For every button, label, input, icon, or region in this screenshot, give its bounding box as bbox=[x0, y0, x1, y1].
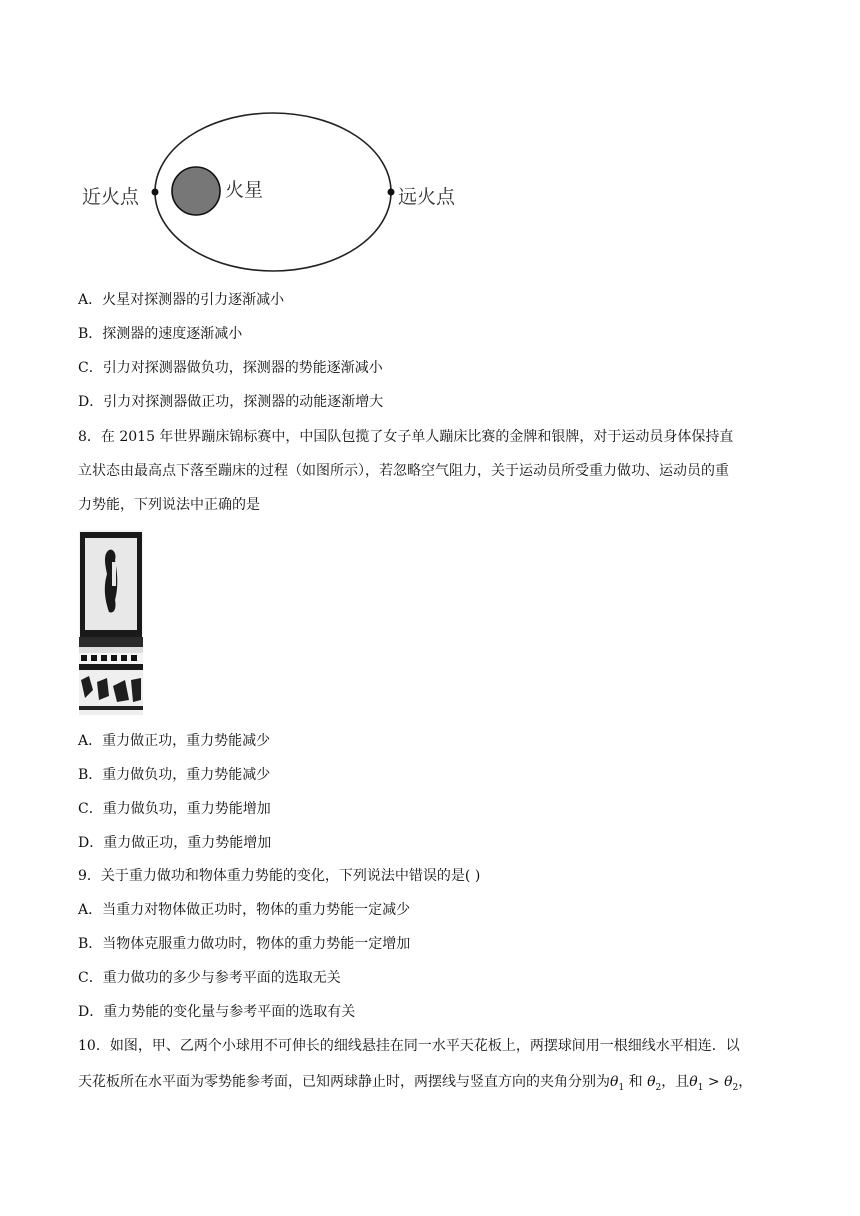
q10-stem-line-1: 10．如图，甲、乙两个小球用不可伸长的细线悬挂在同一水平天花板上，两摆球间用一根细线水平相连．以 bbox=[78, 1038, 740, 1054]
q7-option-c: C．引力对探测器做负功，探测器的势能逐渐减小 bbox=[78, 360, 383, 376]
theta-2-compare: $\theta_2$ bbox=[724, 1074, 739, 1093]
orbit-figure bbox=[70, 105, 470, 277]
planet-label: 火星 bbox=[225, 179, 264, 201]
apogee-point bbox=[388, 189, 395, 196]
theta-1: $\theta_1$ bbox=[610, 1074, 625, 1093]
theta-2: $\theta_2$ bbox=[647, 1074, 662, 1093]
q7-option-a: A．火星对探测器的引力逐渐减小 bbox=[78, 292, 285, 308]
q10-line2-text: 天花板所在水平面为零势能参考面，已知两球静止时，两摆线与竖直方向的夹角分别为 bbox=[78, 1074, 610, 1090]
perigee-label: 近火点 bbox=[82, 186, 140, 208]
perigee-point bbox=[152, 189, 159, 196]
q10-stem-line-2: 天花板所在水平面为零势能参考面，已知两球静止时，两摆线与竖直方向的夹角分别为$\theta_1$ 和 $\theta_2$，且$\theta_1 > \theta_2$， bbox=[78, 1074, 753, 1093]
q8-option-b: B．重力做负功，重力势能减少 bbox=[78, 767, 271, 783]
q8-stem-line-1: 8．在 2015 年世界蹦床锦标赛中，中国队包揽了女子单人蹦床比赛的金牌和银牌，对于运动员身体保持直 bbox=[78, 429, 734, 445]
q8-stem-line-2: 立状态由最高点下落至蹦床的过程（如图所示），若忽略空气阻力，关于运动员所受重力做功、运动员的重 bbox=[78, 463, 729, 479]
q7-option-d: D．引力对探测器做正功，探测器的动能逐渐增大 bbox=[78, 394, 384, 410]
q8-stem-line-3: 力势能，下列说法中正确的是 bbox=[78, 497, 260, 513]
apogee-label: 远火点 bbox=[398, 186, 456, 208]
q8-option-d: D．重力做正功，重力势能增加 bbox=[78, 835, 272, 851]
q9-option-b: B．当物体克服重力做功时，物体的重力势能一定增加 bbox=[78, 936, 411, 952]
q9-option-d: D．重力势能的变化量与参考平面的选取有关 bbox=[78, 1004, 356, 1020]
q9-stem: 9．关于重力做功和物体重力势能的变化，下列说法中错误的是( ) bbox=[78, 868, 481, 884]
q8-option-c: C．重力做负功，重力势能增加 bbox=[78, 801, 271, 817]
theta-1-compare: $\theta_1$ bbox=[689, 1074, 704, 1093]
trampoline-photo bbox=[79, 530, 143, 715]
q9-option-a: A．当重力对物体做正功时，物体的重力势能一定减少 bbox=[78, 902, 411, 918]
q9-option-c: C．重力做功的多少与参考平面的选取无关 bbox=[78, 970, 341, 986]
q8-option-a: A．重力做正功，重力势能减少 bbox=[78, 733, 271, 749]
mars-planet bbox=[172, 167, 220, 215]
q7-option-b: B．探测器的速度逐渐减小 bbox=[78, 326, 243, 342]
